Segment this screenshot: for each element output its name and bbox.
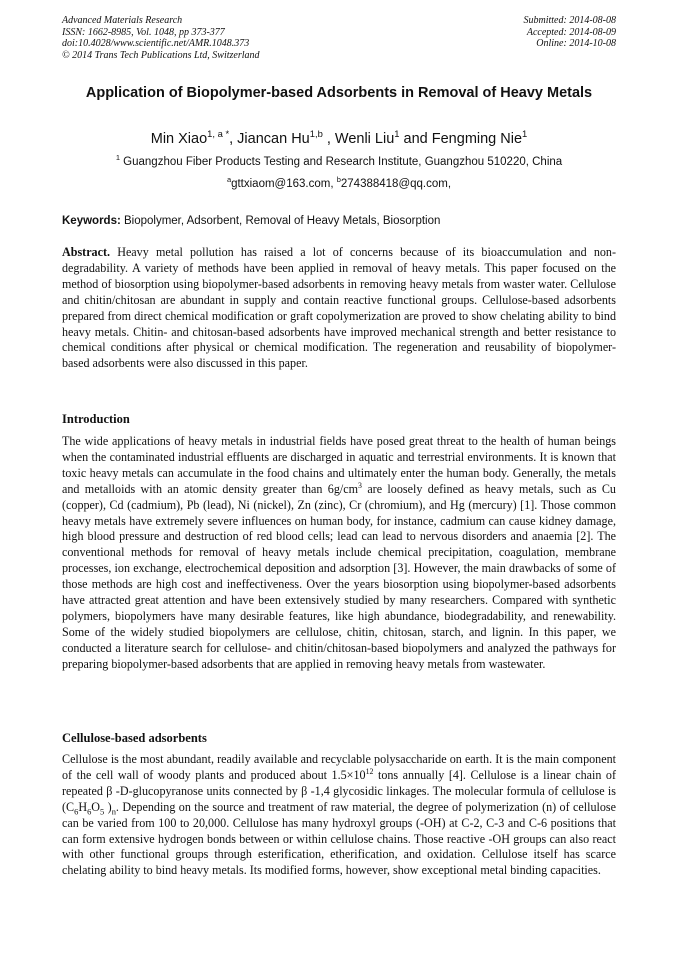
abstract (62, 245, 616, 372)
author-sup: 1 (522, 128, 528, 140)
cellulose-heading: Cellulose-based adsorbents (62, 731, 207, 745)
intro-text-2: are loosely defined as heavy metals, such as Cu (copper), Cd (cadmium), Pb (lead), Ni (nickel), Zn (zinc), Cr (chromium), and Hg (mercury) [1]. Those common heavy metals have extremely severe influences on human body, for instance, cadmium can cause kidney damage, high blood pressure and destruction of red blood cells; lead can lead to nervous disorders and anaemia [2]. The conventional methods for removal of heavy metals include chemical precipitation, coagulation, membrane processes, ion exchange, electrochemical deposition and adsorption [3]. However, the main drawbacks of some of those methods are high cost and ineffectiveness. Over the years biosorption using biopolymer-based adsorbents have attracted great attention and have been extensively studied by many researchers. Compared with synthetic polymers, biopolymers have many desirable features, like high abundance, biodegradability, and renewability. Some of the widely studied biopolymers are cellulose, chitin, chitosan, starch, and lignin. In this paper, we conducted a literature search for cellulose- and chitin/chitosan-based biopolymers and analyzed the pathways for preparing biopolymer-based adsorbents that are applied in removing heavy metals from wastewater. (62, 481, 616, 671)
sub-o5: 5 (100, 806, 105, 817)
cell-text-1: Cellulose is the most abundant, readily available and recyclable polysaccharide on earth. It is the main component of the cell wall of woody plants and produced about 1.5×10 (62, 752, 616, 782)
author-sup: 1,b (309, 128, 323, 140)
keywords (62, 214, 616, 229)
cell-text-2: tons annually [4]. Cellulose is a linear chain of repeated β -D-glucopyranose units connected by β -1,4 glycosidic linkages. The molecular formula of cellulose is (C (62, 767, 616, 814)
email-sup-a: a (226, 175, 232, 185)
abstract-label: Abstract. (62, 245, 111, 259)
email-b: 274388418@qq.com, (340, 178, 452, 190)
email-a: gttxiaom@163.com, (231, 178, 337, 190)
author-name: , Wenli Liu (322, 131, 395, 147)
abstract-text: Heavy metal pollution has raised a lot of concerns because of its bioaccumulation and non-degradability. A variety of methods have been applied in removal of heavy metals. This paper focused on the method of biosorption using biopolymer-based adsorbents in removing heavy metals from waster water. Cellulose and chitin/chitosan are abundant in supply and contain reactive functional groups. Cellulose-based adsorbents prepared from direct chemical modification or graft copolymerization are proved to show chelating ability to bind heavy metals. Chitin- and chitosan-based adsorbents have improved mechanical strength and better resistance to chemical conditions after physical or chemical modification. The regeneration and reusability of biopolymer-based adsorbents were also discussed in this paper. (62, 245, 616, 371)
sub-c6: 6 (74, 806, 79, 817)
keywords-label: Keywords: (62, 215, 121, 227)
intro-sup: 3 (358, 480, 362, 490)
submitted-date: Submitted: 2014-08-08 (523, 15, 616, 26)
sub-h6: 6 (87, 806, 92, 817)
accepted-date: Accepted: 2014-08-09 (526, 26, 616, 38)
authors (60, 130, 618, 148)
author-sup: 1, a * (207, 128, 230, 140)
paper-title: Application of Biopolymer-based Adsorbents in Removal of Heavy Metals (85, 85, 593, 101)
sub-n: n (111, 806, 116, 817)
doi: doi:10.4028/www.scientific.net/AMR.1048.373 (62, 38, 250, 49)
journal-header-right (524, 15, 617, 50)
formula-o: O (91, 799, 101, 814)
intro-text-1: The wide applications of heavy metals in industrial fields have posed great threat to the health of human beings when the contaminated industrial effluents are discharged in aquatic and terrestrial environments. It is known that toxic heavy metals can accumulate in the food chains and ultimately enter the human body. Generally, the metals and metalloids with an atomic density greater than 6g/cm (62, 434, 616, 496)
journal-header-left (62, 15, 260, 61)
cell-text-3: . Depending on the source and treatment of raw material, the degree of polymerization (n) of cellulose can be varied from 100 to 20,000. Cellulose has many hydroxyl groups (-OH) at C-2, C-3 and C-6 positions that can form extensive hydrogen bonds between or within cellulose chains. Those reactive -OH groups can also react with other functional groups through esterification, etherification, and oxidation. Cellulose itself has scarce chelating ability to bind heavy metals. Its modified forms, however, show exceptional metal binding capacities. (62, 799, 616, 878)
affiliation-text: Guangzhou Fiber Products Testing and Research Institute, Guangzhou 510220, China (119, 156, 563, 168)
introduction-paragraph (62, 434, 616, 673)
affiliation-sup: 1 (115, 153, 120, 163)
introduction-heading: Introduction (62, 412, 130, 426)
author-name: , Jiancan Hu (229, 131, 310, 147)
emails (60, 177, 618, 192)
formula-close: ) (104, 799, 112, 814)
formula-h: H (78, 799, 88, 814)
author-name: and Fengming Nie (399, 131, 523, 147)
journal-name: Advanced Materials Research (62, 15, 183, 26)
cell-exp: 12 (365, 766, 374, 776)
online-date: Online: 2014-10-08 (536, 38, 616, 49)
affiliation (60, 155, 618, 170)
keywords-text: Biopolymer, Adsorbent, Removal of Heavy Metals, Biosorption (120, 215, 441, 227)
cellulose-paragraph (62, 752, 616, 879)
issn: ISSN: 1662-8985, Vol. 1048, pp 373-377 (62, 26, 225, 38)
author-sup: 1 (394, 128, 400, 140)
copyright: © 2014 Trans Tech Publications Ltd, Switzerland (62, 49, 260, 61)
email-sup-b: b (336, 175, 341, 185)
author-name: Min Xiao (150, 131, 208, 147)
